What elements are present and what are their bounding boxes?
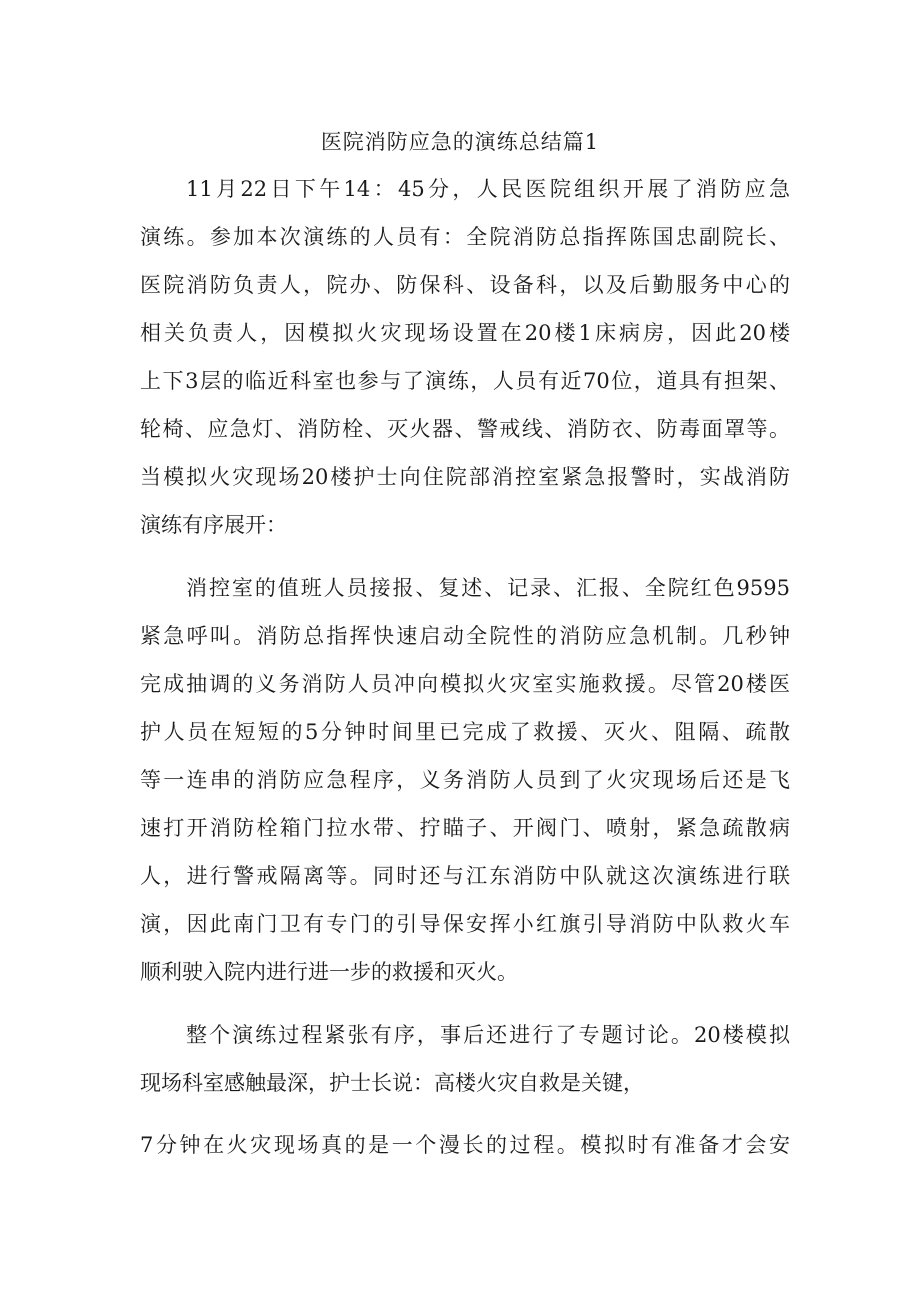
paragraph-4-line-1: 7分钟在火灾现场真的是一个漫长的过程。模拟时有准备才会安 (140, 1133, 790, 1157)
paragraph-2-line-6: 速打开消防栓箱门拉水带、拧瞄子、开阀门、喷射，紧急疏散病 (140, 816, 790, 840)
paragraph-1-line-7: 当模拟火灾现场20楼护士向住院部消控室紧急报警时，实战消防 (140, 465, 790, 489)
paragraph-2-line-9: 顺利驶入院内进行进一步的救援和灭火。 (140, 960, 518, 984)
paragraph-1-line-2: 演练。参加本次演练的人员有：全院消防总指挥陈国忠副院长、 (140, 225, 790, 249)
paragraph-2-line-2: 紧急呼叫。消防总指挥快速启动全院性的消防应急机制。几秒钟 (140, 624, 790, 648)
paragraph-3-line-2: 现场科室感触最深，护士长说：高楼火灾自救是关键， (140, 1071, 644, 1095)
paragraph-2-line-1: 消控室的值班人员接报、复述、记录、汇报、全院红色9595 (186, 576, 790, 600)
paragraph-2-line-5: 等一连串的消防应急程序，义务消防人员到了火灾现场后还是飞 (140, 768, 790, 792)
paragraph-2-line-3: 完成抽调的义务消防人员冲向模拟火灾室实施救援。尽管20楼医 (140, 672, 790, 696)
paragraph-1-line-1: 11月22日下午14：45分，人民医院组织开展了消防应急 (186, 177, 790, 201)
paragraph-1-line-6: 轮椅、应急灯、消防栓、灭火器、警戒线、消防衣、防毒面罩等。 (140, 417, 790, 441)
paragraph-1-line-5: 上下3层的临近科室也参与了演练，人员有近70位，道具有担架、 (140, 369, 790, 393)
paragraph-1-line-8: 演练有序展开： (140, 513, 287, 537)
paragraph-2-line-4: 护人员在短短的5分钟时间里已完成了救援、灭火、阻隔、疏散 (140, 720, 790, 744)
paragraph-2-line-8: 演，因此南门卫有专门的引导保安挥小红旗引导消防中队救火车 (140, 912, 790, 936)
paragraph-1-line-3: 医院消防负责人，院办、防保科、设备科，以及后勤服务中心的 (140, 273, 790, 297)
paragraph-2-line-7: 人，进行警戒隔离等。同时还与江东消防中队就这次演练进行联 (140, 864, 790, 888)
paragraph-3-line-1: 整个演练过程紧张有序，事后还进行了专题讨论。20楼模拟 (186, 1023, 790, 1047)
document-title: 医院消防应急的演练总结篇1 (320, 130, 600, 154)
paragraph-1-line-4: 相关负责人，因模拟火灾现场设置在20楼1床病房，因此20楼 (140, 321, 790, 345)
